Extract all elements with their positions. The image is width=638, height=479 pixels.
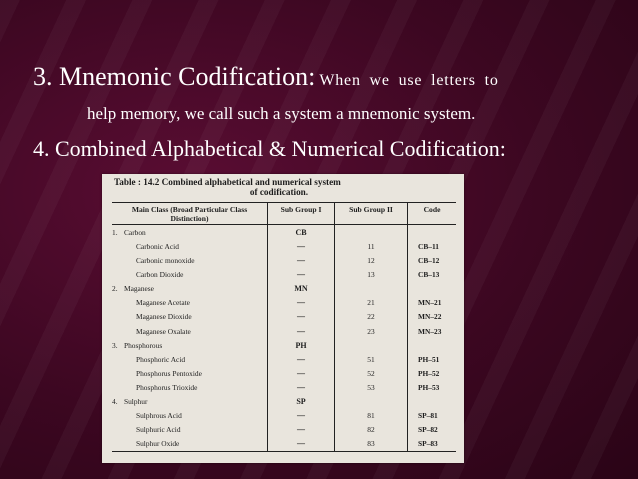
header-code: Code	[408, 203, 457, 225]
cell-sub-group-1: —	[268, 352, 335, 366]
cell-sub-group-2: 11	[335, 240, 408, 254]
cell-sub-group-1: —	[268, 240, 335, 254]
cell-sub-group-1: PH	[268, 338, 335, 352]
header-sub-group-2: Sub Group II	[335, 203, 408, 225]
cell-sub-group-2	[335, 282, 408, 296]
cell-sub-group-2: 52	[335, 366, 408, 380]
class-name: Phosphorus Trioxide	[136, 382, 198, 392]
cell-sub-group-1: —	[268, 296, 335, 310]
table-row	[112, 437, 456, 452]
cell-main-class	[112, 423, 268, 437]
codification-table	[112, 202, 456, 452]
cell-main-class	[112, 310, 268, 324]
cell-sub-group-2: 82	[335, 423, 408, 437]
table-row	[112, 380, 456, 394]
cell-sub-group-1: SP	[268, 395, 335, 409]
cell-sub-group-1: —	[268, 437, 335, 452]
class-name: Maganese	[124, 284, 154, 294]
class-name: Carbonic monoxide	[136, 256, 195, 266]
cell-sub-group-1: CB	[268, 225, 335, 240]
heading-mnemonic-codification	[33, 62, 499, 92]
class-name: Sulphrous Acid	[136, 411, 182, 421]
mnemonic-title: 3. Mnemonic Codification:	[33, 62, 316, 91]
cell-sub-group-1: —	[268, 380, 335, 394]
cell-sub-group-2: 21	[335, 296, 408, 310]
cell-code: PH–53	[408, 380, 457, 394]
cell-main-class	[112, 282, 268, 296]
cell-main-class	[112, 437, 268, 452]
codification-table-image	[102, 174, 464, 463]
table-row	[112, 254, 456, 268]
class-name: Maganese Oxalate	[136, 326, 191, 336]
class-name: Carbon	[124, 227, 146, 237]
cell-main-class	[112, 254, 268, 268]
table-caption-line1: Table : 14.2 Combined alphabetical and numerical system	[114, 177, 341, 187]
cell-main-class	[112, 324, 268, 338]
table-row	[112, 282, 456, 296]
table-row	[112, 310, 456, 324]
table-row	[112, 240, 456, 254]
table-row	[112, 352, 456, 366]
table-body	[112, 225, 456, 452]
cell-code: MN–23	[408, 324, 457, 338]
table-row	[112, 296, 456, 310]
cell-sub-group-2	[335, 338, 408, 352]
class-name: Carbon Dioxide	[136, 270, 184, 280]
cell-code	[408, 338, 457, 352]
class-name: Maganese Dioxide	[136, 312, 192, 322]
cell-main-class	[112, 268, 268, 282]
table-row	[112, 338, 456, 352]
cell-sub-group-1: —	[268, 324, 335, 338]
class-name: Sulphur Oxide	[136, 439, 180, 449]
cell-sub-group-2: 13	[335, 268, 408, 282]
cell-sub-group-2	[335, 225, 408, 240]
cell-main-class	[112, 225, 268, 240]
cell-sub-group-1: MN	[268, 282, 335, 296]
cell-sub-group-2: 53	[335, 380, 408, 394]
heading-combined-codification: 4. Combined Alphabetical & Numerical Codification:	[33, 136, 506, 161]
cell-main-class	[112, 240, 268, 254]
table-row	[112, 268, 456, 282]
cell-code: SP–83	[408, 437, 457, 452]
cell-code: MN–22	[408, 310, 457, 324]
class-name: Carbonic Acid	[136, 241, 179, 251]
cell-sub-group-1: —	[268, 254, 335, 268]
table-row	[112, 395, 456, 409]
cell-code: PH–52	[408, 366, 457, 380]
cell-code: CB–13	[408, 268, 457, 282]
cell-main-class	[112, 366, 268, 380]
cell-main-class	[112, 409, 268, 423]
cell-sub-group-1: —	[268, 268, 335, 282]
class-name: Phosphoric Acid	[136, 354, 186, 364]
cell-code: PH–51	[408, 352, 457, 366]
table-row	[112, 409, 456, 423]
class-number: 4.	[112, 396, 118, 406]
cell-main-class	[112, 296, 268, 310]
class-name: Phosphorus Pentoxide	[136, 368, 202, 378]
class-name: Phosphorous	[124, 340, 163, 350]
class-number: 1.	[112, 227, 118, 237]
cell-sub-group-2: 23	[335, 324, 408, 338]
cell-sub-group-2: 22	[335, 310, 408, 324]
cell-sub-group-1: —	[268, 409, 335, 423]
cell-main-class	[112, 395, 268, 409]
cell-code	[408, 225, 457, 240]
cell-sub-group-2: 12	[335, 254, 408, 268]
cell-sub-group-2: 81	[335, 409, 408, 423]
cell-sub-group-2: 83	[335, 437, 408, 452]
cell-sub-group-2: 51	[335, 352, 408, 366]
table-caption-line2: of codification.	[249, 187, 309, 197]
mnemonic-description-cont: help memory, we call such a system a mnemonic system.	[87, 104, 476, 123]
header-main-class: Main Class (Broad Particular Class Distinction)	[112, 203, 268, 225]
class-name: Sulphur	[124, 396, 148, 406]
cell-code: CB–12	[408, 254, 457, 268]
class-number: 3.	[112, 340, 118, 350]
cell-code	[408, 395, 457, 409]
cell-code: CB–11	[408, 240, 457, 254]
table-header-row	[112, 203, 456, 225]
cell-sub-group-1: —	[268, 423, 335, 437]
cell-code: MN–21	[408, 296, 457, 310]
class-number: 2.	[112, 284, 118, 294]
header-sub-group-1: Sub Group I	[268, 203, 335, 225]
cell-code	[408, 282, 457, 296]
table-caption	[114, 177, 464, 197]
cell-main-class	[112, 352, 268, 366]
class-name: Maganese Acetate	[136, 298, 190, 308]
cell-main-class	[112, 380, 268, 394]
table-row	[112, 324, 456, 338]
cell-code: SP–81	[408, 409, 457, 423]
cell-main-class	[112, 338, 268, 352]
cell-code: SP–82	[408, 423, 457, 437]
table-row	[112, 366, 456, 380]
table-row	[112, 423, 456, 437]
table-row	[112, 225, 456, 240]
mnemonic-description-start: When we use letters to	[319, 72, 499, 89]
cell-sub-group-1: —	[268, 310, 335, 324]
cell-sub-group-2	[335, 395, 408, 409]
class-name: Sulphuric Acid	[136, 425, 181, 435]
cell-sub-group-1: —	[268, 366, 335, 380]
